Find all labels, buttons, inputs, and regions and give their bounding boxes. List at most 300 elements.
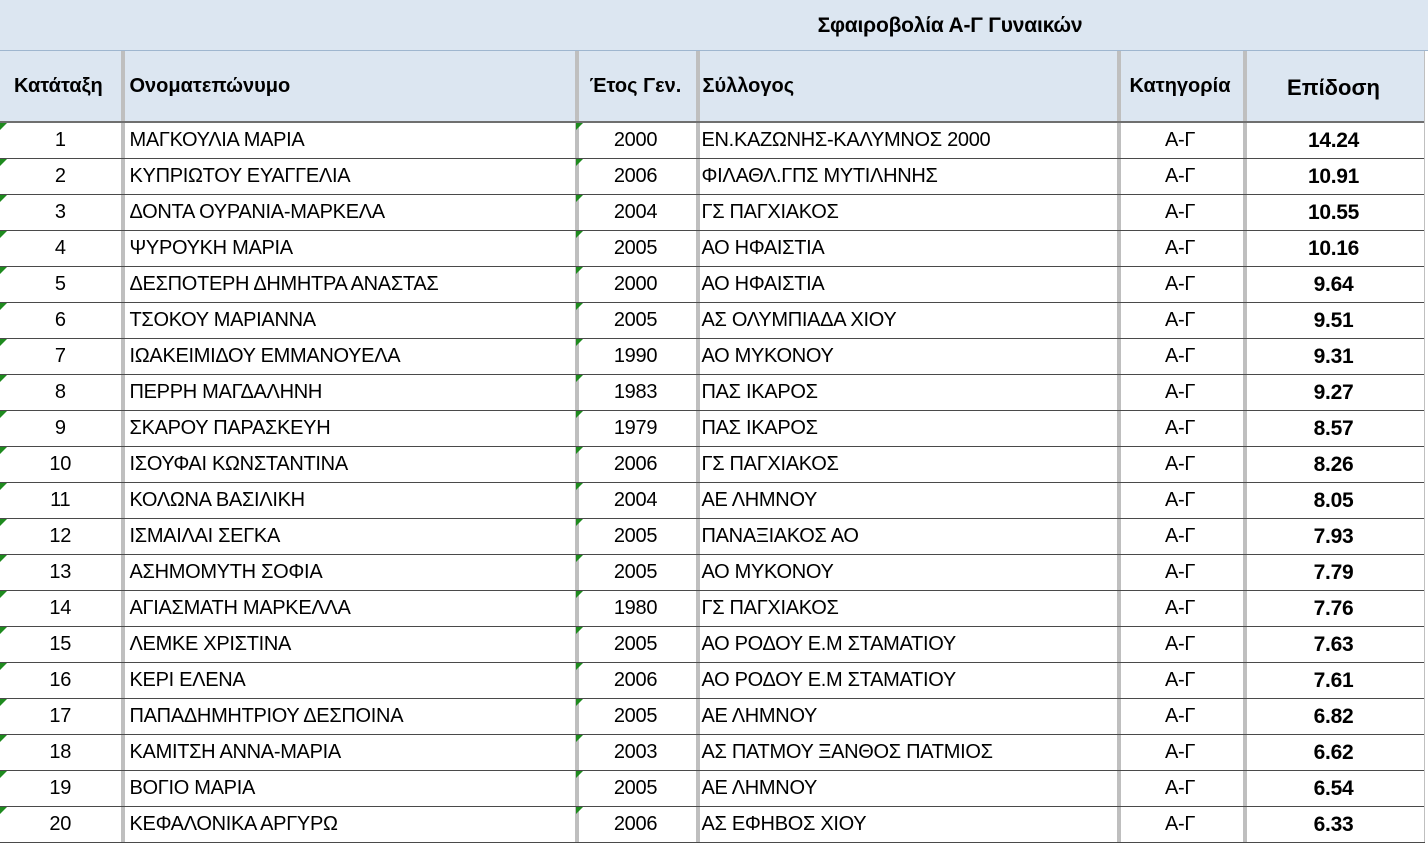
cell-name[interactable] bbox=[121, 627, 575, 663]
cell-club[interactable] bbox=[696, 122, 1117, 159]
cell-club[interactable] bbox=[696, 699, 1117, 735]
cell-text: 9 bbox=[54, 417, 66, 439]
error-indicator-icon bbox=[576, 663, 583, 670]
cell-text: ΓΣ ΠΑΓΧΙΑΚΟΣ bbox=[701, 597, 839, 619]
cell-text: 2005 bbox=[613, 309, 658, 331]
cell-club[interactable] bbox=[696, 159, 1117, 195]
cell-name[interactable] bbox=[121, 122, 575, 159]
cell-year[interactable] bbox=[575, 267, 696, 303]
error-indicator-icon bbox=[0, 303, 7, 310]
error-indicator-icon bbox=[0, 771, 7, 778]
cell-text: 1983 bbox=[613, 381, 658, 403]
error-indicator-icon bbox=[576, 771, 583, 778]
cell-name[interactable] bbox=[121, 195, 575, 231]
cell-year[interactable] bbox=[575, 591, 696, 627]
cell-category[interactable] bbox=[1117, 627, 1243, 663]
cell-text: Α-Γ bbox=[1164, 705, 1196, 727]
cell-performance[interactable] bbox=[1243, 303, 1424, 339]
header-name[interactable]: Ονοματεπώνυμο bbox=[121, 51, 575, 122]
cell-text: 2 bbox=[54, 165, 66, 187]
cell-text: 10.55 bbox=[1307, 200, 1360, 224]
cell-performance[interactable] bbox=[1243, 411, 1424, 447]
cell-category[interactable] bbox=[1117, 447, 1243, 483]
header-year[interactable]: Έτος Γεν. bbox=[575, 51, 696, 122]
cell-text: ΑΣ ΕΦΗΒΟΣ ΧΙΟΥ bbox=[701, 813, 867, 835]
cell-name[interactable] bbox=[121, 735, 575, 771]
table-row bbox=[0, 663, 1424, 699]
cell-text: Α-Γ bbox=[1164, 453, 1196, 475]
cell-year[interactable] bbox=[575, 555, 696, 591]
cell-year[interactable] bbox=[575, 339, 696, 375]
cell-club[interactable] bbox=[696, 267, 1117, 303]
cell-club[interactable] bbox=[696, 555, 1117, 591]
cell-name[interactable] bbox=[121, 519, 575, 555]
cell-performance[interactable] bbox=[1243, 375, 1424, 411]
title-row[interactable] bbox=[0, 0, 1428, 51]
cell-year[interactable] bbox=[575, 663, 696, 699]
cell-club[interactable] bbox=[696, 771, 1117, 807]
cell-text: ΑΓΙΑΣΜΑΤΗ ΜΑΡΚΕΛΛΑ bbox=[129, 597, 351, 619]
cell-performance[interactable] bbox=[1243, 195, 1424, 231]
error-indicator-icon bbox=[576, 411, 583, 418]
cell-year[interactable] bbox=[575, 231, 696, 267]
cell-rank[interactable] bbox=[0, 663, 121, 699]
cell-name[interactable] bbox=[121, 555, 575, 591]
cell-text: 2004 bbox=[613, 201, 658, 223]
error-indicator-icon bbox=[576, 303, 583, 310]
cell-text: ΒΟΓΙΟ ΜΑΡΙΑ bbox=[129, 777, 256, 799]
cell-text: Α-Γ bbox=[1164, 777, 1196, 799]
cell-name[interactable] bbox=[121, 303, 575, 339]
cell-performance[interactable] bbox=[1243, 663, 1424, 699]
table-row bbox=[0, 231, 1424, 267]
cell-club[interactable] bbox=[696, 411, 1117, 447]
header-category[interactable]: Κατηγορία bbox=[1117, 51, 1243, 122]
cell-category[interactable] bbox=[1117, 122, 1243, 159]
cell-club[interactable] bbox=[696, 195, 1117, 231]
cell-performance[interactable] bbox=[1243, 122, 1424, 159]
cell-text: ΠΑΣ ΙΚΑΡΟΣ bbox=[701, 381, 818, 403]
cell-club[interactable] bbox=[696, 627, 1117, 663]
cell-club[interactable] bbox=[696, 807, 1117, 843]
table-row bbox=[0, 699, 1424, 735]
cell-text: 2005 bbox=[613, 525, 658, 547]
cell-category[interactable] bbox=[1117, 699, 1243, 735]
cell-text: 2006 bbox=[613, 813, 658, 835]
cell-text: ΠΑΝΑΞΙΑΚΟΣ ΑΟ bbox=[701, 525, 859, 547]
table-row bbox=[0, 159, 1424, 195]
cell-text: ΠΑΠΑΔΗΜΗΤΡΙΟΥ ΔΕΣΠΟΙΝΑ bbox=[129, 705, 404, 727]
cell-text: 6.62 bbox=[1313, 740, 1354, 764]
cell-text: 9.31 bbox=[1313, 344, 1354, 368]
cell-text: Α-Γ bbox=[1164, 129, 1196, 151]
cell-year[interactable] bbox=[575, 807, 696, 843]
cell-text: 2006 bbox=[613, 165, 658, 187]
error-indicator-icon bbox=[0, 267, 7, 274]
error-indicator-icon bbox=[0, 375, 7, 382]
header-row bbox=[0, 51, 1424, 122]
cell-text: ΚΕΡΙ ΕΛΕΝΑ bbox=[129, 669, 246, 691]
cell-category[interactable] bbox=[1117, 483, 1243, 519]
cell-text: ΑΕ ΛΗΜΝΟΥ bbox=[701, 489, 818, 511]
cell-performance[interactable] bbox=[1243, 519, 1424, 555]
results-table bbox=[0, 51, 1425, 843]
cell-text: 15 bbox=[49, 633, 72, 655]
cell-name[interactable] bbox=[121, 231, 575, 267]
sheet-title[interactable]: Σφαιροβολία Α-Γ Γυναικών bbox=[817, 14, 1083, 37]
cell-year[interactable] bbox=[575, 519, 696, 555]
cell-text: ΛΕΜΚΕ ΧΡΙΣΤΙΝΑ bbox=[129, 633, 292, 655]
error-indicator-icon bbox=[576, 519, 583, 526]
cell-text: ΑΣ ΟΛΥΜΠΙΑΔΑ ΧΙΟΥ bbox=[701, 309, 897, 331]
cell-category[interactable] bbox=[1117, 267, 1243, 303]
cell-rank[interactable] bbox=[0, 807, 121, 843]
cell-rank[interactable] bbox=[0, 195, 121, 231]
cell-text: 2005 bbox=[613, 237, 658, 259]
cell-text: ΔΟΝΤΑ ΟΥΡΑΝΙΑ-ΜΑΡΚΕΛΑ bbox=[129, 201, 385, 223]
error-indicator-icon bbox=[0, 807, 7, 814]
table-row bbox=[0, 122, 1424, 159]
cell-rank[interactable] bbox=[0, 771, 121, 807]
cell-text: Α-Γ bbox=[1164, 741, 1196, 763]
cell-text: ΑΟ ΡΟΔΟΥ Ε.Μ ΣΤΑΜΑΤΙΟΥ bbox=[701, 669, 956, 691]
cell-text: 19 bbox=[49, 777, 72, 799]
cell-text: ΓΣ ΠΑΓΧΙΑΚΟΣ bbox=[701, 453, 839, 475]
error-indicator-icon bbox=[0, 483, 7, 490]
cell-rank[interactable] bbox=[0, 339, 121, 375]
cell-text: 2005 bbox=[613, 633, 658, 655]
table-row bbox=[0, 519, 1424, 555]
cell-category[interactable] bbox=[1117, 303, 1243, 339]
cell-text: 7.79 bbox=[1313, 560, 1354, 584]
table-row bbox=[0, 195, 1424, 231]
cell-name[interactable] bbox=[121, 483, 575, 519]
cell-rank[interactable] bbox=[0, 483, 121, 519]
cell-text: Α-Γ bbox=[1164, 633, 1196, 655]
cell-text: ΠΕΡΡΗ ΜΑΓΔΑΛΗΝΗ bbox=[129, 381, 323, 403]
cell-rank[interactable] bbox=[0, 303, 121, 339]
error-indicator-icon bbox=[576, 375, 583, 382]
error-indicator-icon bbox=[576, 195, 583, 202]
cell-text: ΑΟ ΗΦΑΙΣΤΙΑ bbox=[701, 273, 825, 295]
cell-year[interactable] bbox=[575, 771, 696, 807]
cell-text: ΚΥΠΡΙΩΤΟΥ ΕΥΑΓΓΕΛΙΑ bbox=[129, 165, 351, 187]
cell-text: Α-Γ bbox=[1164, 345, 1196, 367]
cell-text: 2005 bbox=[613, 561, 658, 583]
cell-club[interactable] bbox=[696, 519, 1117, 555]
cell-year[interactable] bbox=[575, 627, 696, 663]
cell-text: ΑΟ ΡΟΔΟΥ Ε.Μ ΣΤΑΜΑΤΙΟΥ bbox=[701, 633, 956, 655]
cell-text: 7.61 bbox=[1313, 668, 1354, 692]
cell-rank[interactable] bbox=[0, 699, 121, 735]
cell-text: ΣΚΑΡΟΥ ΠΑΡΑΣΚΕΥΗ bbox=[129, 417, 331, 439]
cell-name[interactable] bbox=[121, 339, 575, 375]
cell-year[interactable] bbox=[575, 447, 696, 483]
error-indicator-icon bbox=[0, 447, 7, 454]
cell-text: Α-Γ bbox=[1164, 381, 1196, 403]
cell-text: 10.91 bbox=[1307, 164, 1360, 188]
cell-text: ΙΩΑΚΕΙΜΙΔΟΥ ΕΜΜΑΝΟΥΕΛΑ bbox=[129, 345, 401, 367]
cell-rank[interactable] bbox=[0, 627, 121, 663]
cell-performance[interactable] bbox=[1243, 591, 1424, 627]
cell-club[interactable] bbox=[696, 375, 1117, 411]
table-row bbox=[0, 555, 1424, 591]
cell-text: ΤΣΟΚΟΥ ΜΑΡΙΑΝΝΑ bbox=[129, 309, 316, 331]
cell-text: 8.57 bbox=[1313, 416, 1354, 440]
cell-text: 2005 bbox=[613, 777, 658, 799]
cell-text: 3 bbox=[54, 201, 66, 223]
cell-performance[interactable] bbox=[1243, 267, 1424, 303]
cell-category[interactable] bbox=[1117, 195, 1243, 231]
cell-year[interactable] bbox=[575, 375, 696, 411]
cell-rank[interactable] bbox=[0, 519, 121, 555]
cell-text: 7.76 bbox=[1313, 596, 1354, 620]
cell-text: ΑΟ ΜΥΚΟΝΟΥ bbox=[701, 345, 834, 367]
cell-rank[interactable] bbox=[0, 122, 121, 159]
cell-text: Α-Γ bbox=[1164, 201, 1196, 223]
cell-text: 1 bbox=[54, 129, 66, 151]
cell-text: 6.54 bbox=[1313, 776, 1354, 800]
error-indicator-icon bbox=[0, 663, 7, 670]
cell-club[interactable] bbox=[696, 231, 1117, 267]
cell-performance[interactable] bbox=[1243, 771, 1424, 807]
cell-name[interactable] bbox=[121, 807, 575, 843]
cell-name[interactable] bbox=[121, 591, 575, 627]
error-indicator-icon bbox=[576, 267, 583, 274]
table-row bbox=[0, 807, 1424, 843]
cell-performance[interactable] bbox=[1243, 735, 1424, 771]
cell-text: ΙΣΜΑΙΛΑΙ ΣΕΓΚΑ bbox=[129, 525, 280, 547]
error-indicator-icon bbox=[0, 519, 7, 526]
error-indicator-icon bbox=[576, 159, 583, 166]
cell-club[interactable] bbox=[696, 591, 1117, 627]
cell-rank[interactable] bbox=[0, 411, 121, 447]
error-indicator-icon bbox=[0, 627, 7, 634]
cell-text: ΓΣ ΠΑΓΧΙΑΚΟΣ bbox=[701, 201, 839, 223]
cell-name[interactable] bbox=[121, 447, 575, 483]
error-indicator-icon bbox=[576, 627, 583, 634]
cell-performance[interactable] bbox=[1243, 555, 1424, 591]
cell-category[interactable] bbox=[1117, 735, 1243, 771]
cell-performance[interactable] bbox=[1243, 699, 1424, 735]
header-performance[interactable]: Επίδοση bbox=[1243, 51, 1424, 122]
cell-category[interactable] bbox=[1117, 771, 1243, 807]
cell-rank[interactable] bbox=[0, 231, 121, 267]
cell-rank[interactable] bbox=[0, 735, 121, 771]
cell-text: ΦΙΛΑΘΛ.ΓΠΣ ΜΥΤΙΛΗΝΗΣ bbox=[701, 165, 938, 187]
cell-performance[interactable] bbox=[1243, 159, 1424, 195]
cell-text: 4 bbox=[54, 237, 66, 259]
cell-text: 20 bbox=[49, 813, 72, 835]
cell-text: Α-Γ bbox=[1164, 165, 1196, 187]
cell-year[interactable] bbox=[575, 195, 696, 231]
table-row bbox=[0, 339, 1424, 375]
error-indicator-icon bbox=[0, 339, 7, 346]
cell-text: 2006 bbox=[613, 453, 658, 475]
next-column-edge bbox=[1424, 51, 1428, 840]
error-indicator-icon bbox=[576, 699, 583, 706]
error-indicator-icon bbox=[0, 735, 7, 742]
cell-category[interactable] bbox=[1117, 591, 1243, 627]
cell-performance[interactable] bbox=[1243, 483, 1424, 519]
cell-rank[interactable] bbox=[0, 375, 121, 411]
cell-text: ΑΕ ΛΗΜΝΟΥ bbox=[701, 705, 818, 727]
cell-text: ΠΑΣ ΙΚΑΡΟΣ bbox=[701, 417, 818, 439]
cell-performance[interactable] bbox=[1243, 627, 1424, 663]
cell-text: 14.24 bbox=[1307, 128, 1360, 152]
cell-name[interactable] bbox=[121, 699, 575, 735]
cell-text: 7.63 bbox=[1313, 632, 1354, 656]
cell-name[interactable] bbox=[121, 375, 575, 411]
cell-text: ΚΟΛΩΝΑ ΒΑΣΙΛΙΚΗ bbox=[129, 489, 305, 511]
cell-text: 2000 bbox=[613, 273, 658, 295]
cell-name[interactable] bbox=[121, 411, 575, 447]
error-indicator-icon bbox=[576, 231, 583, 238]
cell-text: Α-Γ bbox=[1164, 273, 1196, 295]
cell-text: Α-Γ bbox=[1164, 525, 1196, 547]
cell-year[interactable] bbox=[575, 735, 696, 771]
cell-text: 1979 bbox=[613, 417, 658, 439]
error-indicator-icon bbox=[576, 339, 583, 346]
cell-text: 2006 bbox=[613, 669, 658, 691]
cell-rank[interactable] bbox=[0, 555, 121, 591]
error-indicator-icon bbox=[576, 735, 583, 742]
cell-name[interactable] bbox=[121, 267, 575, 303]
cell-text: ΚΑΜΙΤΣΗ ΑΝΝΑ-ΜΑΡΙΑ bbox=[129, 741, 341, 763]
cell-category[interactable] bbox=[1117, 159, 1243, 195]
error-indicator-icon bbox=[576, 807, 583, 814]
cell-text: Α-Γ bbox=[1164, 309, 1196, 331]
cell-year[interactable] bbox=[575, 483, 696, 519]
error-indicator-icon bbox=[0, 699, 7, 706]
error-indicator-icon bbox=[0, 123, 7, 130]
cell-text: 9.64 bbox=[1313, 272, 1354, 296]
cell-year[interactable] bbox=[575, 159, 696, 195]
cell-performance[interactable] bbox=[1243, 339, 1424, 375]
cell-year[interactable] bbox=[575, 303, 696, 339]
error-indicator-icon bbox=[576, 555, 583, 562]
cell-text: 9.51 bbox=[1313, 308, 1354, 332]
error-indicator-icon bbox=[0, 591, 7, 598]
cell-rank[interactable] bbox=[0, 591, 121, 627]
cell-text: 17 bbox=[49, 705, 72, 727]
cell-year[interactable] bbox=[575, 411, 696, 447]
cell-club[interactable] bbox=[696, 735, 1117, 771]
cell-text: 13 bbox=[49, 561, 72, 583]
cell-text: Α-Γ bbox=[1164, 561, 1196, 583]
cell-text: ΑΟ ΜΥΚΟΝΟΥ bbox=[701, 561, 834, 583]
cell-text: Α-Γ bbox=[1164, 237, 1196, 259]
cell-text: 6.82 bbox=[1313, 704, 1354, 728]
cell-text: ΨΥΡΟΥΚΗ ΜΑΡΙΑ bbox=[129, 237, 293, 259]
cell-text: 8 bbox=[54, 381, 66, 403]
cell-rank[interactable] bbox=[0, 267, 121, 303]
cell-club[interactable] bbox=[696, 339, 1117, 375]
cell-text: 8.05 bbox=[1313, 488, 1354, 512]
error-indicator-icon bbox=[0, 231, 7, 238]
cell-rank[interactable] bbox=[0, 447, 121, 483]
cell-year[interactable] bbox=[575, 699, 696, 735]
cell-category[interactable] bbox=[1117, 807, 1243, 843]
cell-text: Α-Γ bbox=[1164, 489, 1196, 511]
table-row bbox=[0, 483, 1424, 519]
cell-text: 6.33 bbox=[1313, 812, 1354, 836]
cell-text: 6 bbox=[54, 309, 66, 331]
cell-rank[interactable] bbox=[0, 159, 121, 195]
header-club[interactable]: Σύλλογος bbox=[696, 51, 1117, 122]
cell-text: 16 bbox=[49, 669, 72, 691]
table-row bbox=[0, 375, 1424, 411]
cell-text: 7.93 bbox=[1313, 524, 1354, 548]
table-row bbox=[0, 411, 1424, 447]
cell-club[interactable] bbox=[696, 303, 1117, 339]
error-indicator-icon bbox=[576, 483, 583, 490]
cell-text: ΑΟ ΗΦΑΙΣΤΙΑ bbox=[701, 237, 825, 259]
cell-club[interactable] bbox=[696, 483, 1117, 519]
cell-name[interactable] bbox=[121, 663, 575, 699]
cell-club[interactable] bbox=[696, 663, 1117, 699]
cell-text: 9.27 bbox=[1313, 380, 1354, 404]
cell-performance[interactable] bbox=[1243, 807, 1424, 843]
cell-year[interactable] bbox=[575, 122, 696, 159]
cell-name[interactable] bbox=[121, 159, 575, 195]
cell-text: ΕΝ.ΚΑΖΩΝΗΣ-ΚΑΛΥΜΝΟΣ 2000 bbox=[701, 129, 991, 151]
cell-text: ΑΣ ΠΑΤΜΟΥ ΞΑΝΘΟΣ ΠΑΤΜΙΟΣ bbox=[701, 741, 993, 763]
cell-text: 2003 bbox=[613, 741, 658, 763]
table-row bbox=[0, 303, 1424, 339]
cell-text: 1980 bbox=[613, 597, 658, 619]
table-row bbox=[0, 447, 1424, 483]
cell-performance[interactable] bbox=[1243, 231, 1424, 267]
table-row bbox=[0, 591, 1424, 627]
cell-text: 10.16 bbox=[1307, 236, 1360, 260]
table-row bbox=[0, 771, 1424, 807]
error-indicator-icon bbox=[576, 123, 583, 130]
cell-name[interactable] bbox=[121, 771, 575, 807]
cell-text: 10 bbox=[49, 453, 72, 475]
cell-category[interactable] bbox=[1117, 411, 1243, 447]
cell-text: 8.26 bbox=[1313, 452, 1354, 476]
cell-text: Α-Γ bbox=[1164, 813, 1196, 835]
error-indicator-icon bbox=[576, 447, 583, 454]
error-indicator-icon bbox=[576, 591, 583, 598]
cell-category[interactable] bbox=[1117, 519, 1243, 555]
table-row bbox=[0, 267, 1424, 303]
cell-text: 7 bbox=[54, 345, 66, 367]
cell-category[interactable] bbox=[1117, 231, 1243, 267]
error-indicator-icon bbox=[0, 195, 7, 202]
cell-club[interactable] bbox=[696, 447, 1117, 483]
error-indicator-icon bbox=[0, 555, 7, 562]
cell-performance[interactable] bbox=[1243, 447, 1424, 483]
cell-category[interactable] bbox=[1117, 663, 1243, 699]
cell-text: 2005 bbox=[613, 705, 658, 727]
cell-text: 2000 bbox=[613, 129, 658, 151]
cell-category[interactable] bbox=[1117, 555, 1243, 591]
cell-text: 12 bbox=[49, 525, 72, 547]
cell-text: ΑΣΗΜΟΜΥΤΗ ΣΟΦΙΑ bbox=[129, 561, 323, 583]
cell-text: 2004 bbox=[613, 489, 658, 511]
cell-text: ΔΕΣΠΟΤΕΡΗ ΔΗΜΗΤΡΑ ΑΝΑΣΤΑΣ bbox=[129, 273, 439, 295]
cell-text: 5 bbox=[54, 273, 66, 295]
cell-text: ΚΕΦΑΛΟΝΙΚΑ ΑΡΓΥΡΩ bbox=[129, 813, 338, 835]
cell-text: ΜΑΓΚΟΥΛΙΑ ΜΑΡΙΑ bbox=[129, 129, 305, 151]
cell-category[interactable] bbox=[1117, 375, 1243, 411]
cell-text: 18 bbox=[49, 741, 72, 763]
header-rank[interactable]: Κατάταξη bbox=[0, 51, 121, 122]
cell-category[interactable] bbox=[1117, 339, 1243, 375]
cell-text: Α-Γ bbox=[1164, 417, 1196, 439]
